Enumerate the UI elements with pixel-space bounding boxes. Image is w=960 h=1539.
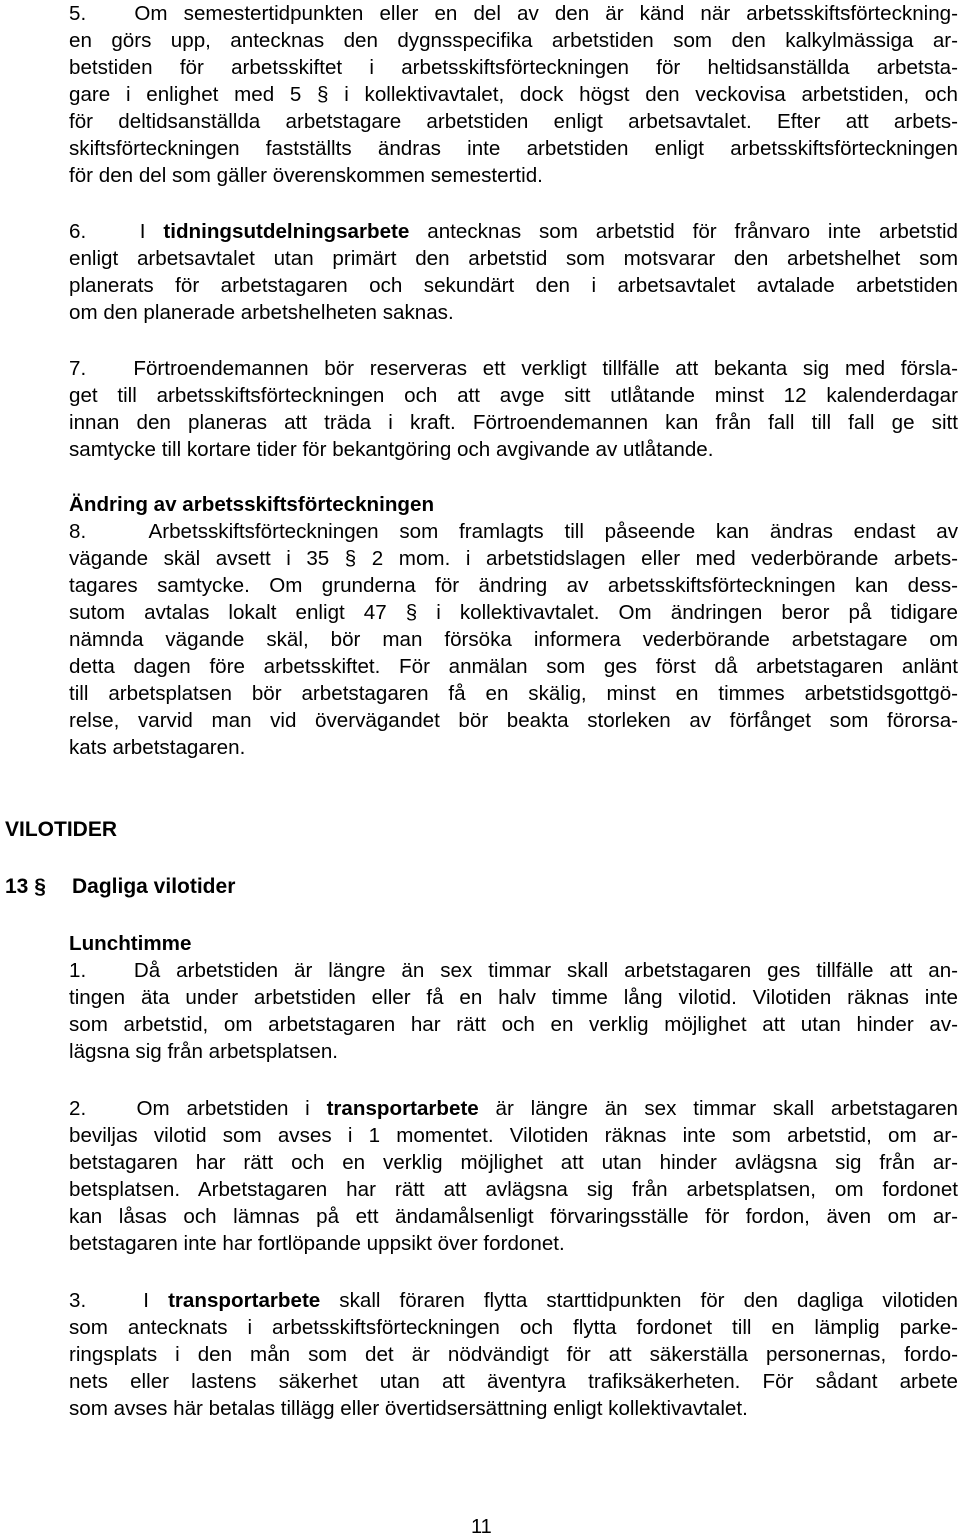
para7-line-1: 7. Förtroendemannen bör reserveras ett verkligt tillfälle att bekanta sig med försla- xyxy=(69,357,958,380)
para8-line-4: sutom avtalas lokalt enligt 47 § i kollektivavtalet. Om ändringen beror på tidigare xyxy=(69,601,958,624)
para6-pre: 6. I xyxy=(69,220,164,243)
lunch2-post: är längre än sex timmar skall arbetstagaren xyxy=(478,1097,958,1120)
para5-line-3: betstiden för arbetsskiftet i arbetsskiftsförteckningen för heltidsanställda arbetsta- xyxy=(69,56,958,79)
para8-line-5: nämnda vägande skäl, bör man försöka informera vederbörande arbetstagare om xyxy=(69,628,958,651)
section-title: VILOTIDER xyxy=(5,818,118,841)
para5-line-5: för deltidsanställda arbetstagare arbetstiden enligt arbetsavtalet. Efter att arbets- xyxy=(69,110,958,133)
para8-line-2: vägande skäl avsett i 35 § 2 mom. i arbetstidslagen eller med vederbörande arbets- xyxy=(69,547,958,570)
para8-line-3: tagares samtycke. Om grunderna för ändring av arbetsskiftsförteckningen kan dess- xyxy=(69,574,958,597)
lunch2-line-3: betstagaren har rätt och en verklig möjlighet att utan hinder avlägsna sig från ar- xyxy=(69,1151,958,1174)
para6-line-2: enligt arbetsavtalet utan primärt den arbetstid som motsvarar den arbetshelhet som xyxy=(69,247,958,270)
lunch1-line-2: tingen äta under arbetstiden eller få en halv timme lång vilotid. Vilotiden räknas inte xyxy=(69,986,958,1009)
lunch3-line-1 xyxy=(69,1287,958,1314)
lunch3-bold-term: transportarbete xyxy=(168,1289,321,1312)
lunch1-line-4: lägsna sig från arbetsplatsen. xyxy=(69,1040,339,1063)
lunch2-line-4: betsplatsen. Arbetstagaren har rätt att avlägsna sig från arbetsplatsen, om fordonet xyxy=(69,1178,958,1201)
subsection-number: 13 § xyxy=(5,875,46,898)
lunch3-pre: 3. I xyxy=(69,1289,169,1312)
para8-line-7: till arbetsplatsen bör arbetstagaren få en skälig, minst en timmes arbetstidsgottgö- xyxy=(69,682,958,705)
lunch2-line-2: beviljas vilotid som avses i 1 momentet. Vilotiden räknas inte som arbetstid, om ar- xyxy=(69,1124,958,1147)
para6-bold-term: tidningsutdelningsarbete xyxy=(163,220,410,243)
para6-line-3: planerats för arbetstagaren och sekundärt den i arbetsavtalet avtalade arbetstiden xyxy=(69,274,958,297)
para8-line-1: 8. Arbetsskiftsförteckningen som framlagts till påseende kan ändras endast av xyxy=(69,520,958,543)
para6-line-1 xyxy=(69,218,958,245)
lunch3-post: skall föraren flytta starttidpunkten för den dagliga vilotiden xyxy=(320,1289,958,1312)
para8-line-6: detta dagen före arbetsskiftet. För anmälan som ges först då arbetstagaren anlänt xyxy=(69,655,958,678)
para5-line-1: 5. Om semestertidpunkten eller en del av den är känd när arbetsskiftsförteckning- xyxy=(69,2,958,25)
para7-line-2: get till arbetsskiftsförteckningen och att avge sitt utlåtande minst 12 kalenderdagar xyxy=(69,384,958,407)
heading-lunch: Lunchtimme xyxy=(69,932,192,955)
lunch2-line-6: betstagaren inte har fortlöpande uppsikt över fordonet. xyxy=(69,1232,565,1255)
lunch3-line-5: som avses här betalas tillägg eller övertidsersättning enligt kollektivavtalet. xyxy=(69,1397,748,1420)
para6-post: antecknas som arbetstid för frånvaro inte arbetstid xyxy=(409,220,958,243)
lunch1-line-3: som arbetstid, om arbetstagaren har rätt och en verklig möjlighet att utan hinder av- xyxy=(69,1013,958,1036)
lunch3-line-2: som antecknats i arbetsskiftsförteckningen och flytta fordonet till en lämplig parke- xyxy=(69,1316,958,1339)
subsection-title: Dagliga vilotider xyxy=(72,875,236,898)
para5-line-2: en görs upp, antecknas den dygnsspecifika arbetstiden som den kalkylmässiga ar- xyxy=(69,29,958,52)
page-number: 11 xyxy=(471,1516,492,1538)
para7-line-3: innan den planeras att träda i kraft. Förtroendemannen kan från fall till fall ge sitt xyxy=(69,411,958,434)
para5-line-6: skiftsförteckningen fastställts ändras inte arbetstiden enligt arbetsskiftsförteckningen xyxy=(69,137,958,160)
lunch2-line-1 xyxy=(69,1095,958,1122)
lunch3-line-3: ringsplats i den mån som det är nödvändigt för att säkerställa personernas, fordo- xyxy=(69,1343,958,1366)
para5-line-4: gare i enlighet med 5 § i kollektivavtalet, dock högst den veckovisa arbetstiden, och xyxy=(69,83,958,106)
heading-change: Ändring av arbetsskiftsförteckningen xyxy=(69,493,435,516)
lunch3-line-4: nets eller lastens säkerhet utan att äventyra trafiksäkerheten. För sådant arbete xyxy=(69,1370,958,1393)
lunch2-bold-term: transportarbete xyxy=(326,1097,479,1120)
lunch1-line-1: 1. Då arbetstiden är längre än sex timmar skall arbetstagaren ges tillfälle att an- xyxy=(69,959,958,982)
para8-line-9: kats arbetstagaren. xyxy=(69,736,246,759)
lunch2-line-5: kan låsas och lämnas på ett ändamålsenligt förvaringsställe för fordon, även om ar- xyxy=(69,1205,958,1228)
para8-line-8: relse, varvid man vid övervägandet bör beakta storleken av förfånget som förorsa- xyxy=(69,709,958,732)
para6-line-4: om den planerade arbetshelheten saknas. xyxy=(69,301,454,324)
para5-line-7: för den del som gäller överenskommen semestertid. xyxy=(69,164,543,187)
lunch2-pre: 2. Om arbetstiden i xyxy=(69,1097,327,1120)
para7-line-4: samtycke till kortare tider för bekantgöring och avgivande av utlåtande. xyxy=(69,438,714,461)
